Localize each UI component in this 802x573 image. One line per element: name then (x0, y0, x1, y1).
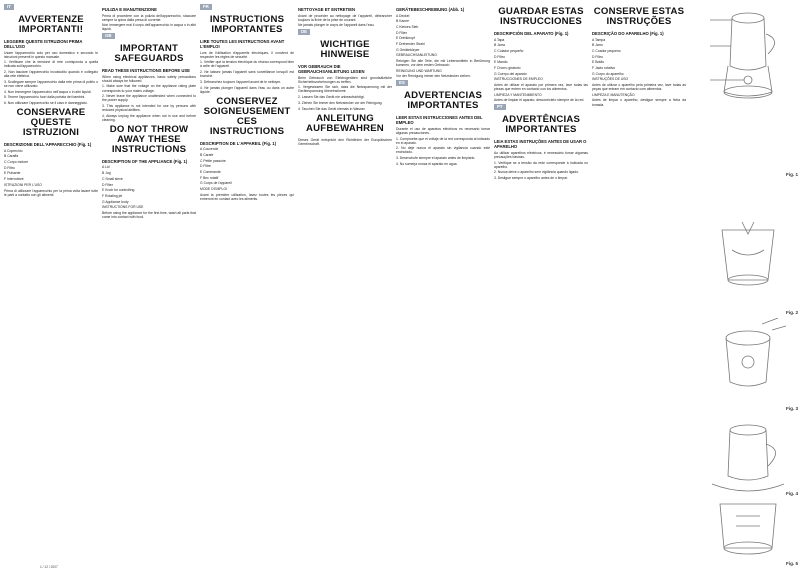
figures-column (690, 0, 802, 573)
body-paragraph: 2. Ne laissez jamais l'appareil sans surveillance lorsqu'il est branché. (200, 70, 294, 79)
language-tab: FR (200, 4, 212, 10)
body-paragraph: C Corpo motore (4, 160, 29, 165)
language-tab: IT (4, 4, 14, 10)
body-paragraph: E Pulsante (4, 171, 21, 176)
language-tab: PT (494, 104, 506, 110)
figure-1-appliance (702, 6, 794, 102)
body-paragraph: F Chorro giratorio (494, 65, 521, 70)
body-paragraph: INSTRUCTIONS FOR USE (102, 205, 144, 210)
body-paragraph: Ao utilizar aparelhos eléctricos, é necessário tomar algumas precauções básicas. (494, 150, 588, 159)
body-paragraph: G Appliance body (102, 199, 129, 204)
section-subheading: DESCRIÇÃO DO APARELHO (Fig. 1) (592, 31, 664, 36)
body-paragraph: F Drehender Strahl (396, 41, 425, 46)
body-paragraph: 5. Tenere l'apparecchio fuori dalla portata dei bambini. (4, 95, 86, 100)
text-column-2 (102, 4, 196, 564)
section-subheading: VOR GEBRAUCH DIE GEBRAUCHSANLEITUNG LESEN (298, 64, 365, 75)
body-paragraph: E Botão (592, 60, 605, 65)
body-paragraph: INSTRUCCIONES DE EMPLEO (494, 77, 543, 82)
body-paragraph: F Jacto rotativo (592, 65, 616, 70)
language-tab: DE (298, 29, 310, 35)
body-paragraph: Vor der Reinigung immer den Netzstecker ziehen. (396, 74, 471, 79)
body-paragraph: G Corpo do aparelho (592, 71, 624, 76)
body-paragraph: A Couvercle (200, 147, 219, 152)
section-title: DO NOT THROW AWAY THESE INSTRUCTIONS (109, 123, 189, 155)
section-title: IMPORTANT SAFEGUARDS (114, 43, 184, 65)
language-tab: GB (102, 33, 115, 39)
body-paragraph: Non immergere mai il corpo dell'apparecchio in acqua o in altri liquidi. (102, 23, 196, 32)
body-paragraph: A Tapa (494, 37, 505, 42)
section-title: WICHTIGE HINWEISE (320, 39, 370, 61)
text-column-6 (494, 4, 588, 564)
text-column-4 (298, 4, 392, 564)
body-paragraph: Avant la première utilisation, lavez toutes les pièces qui entreront en contact avec les aliments. (200, 192, 294, 201)
body-paragraph: 2. Never leave the appliance unattended when connected to the power supply. (102, 94, 196, 103)
body-paragraph: B Jarro (592, 43, 603, 48)
body-paragraph: GEBRAUCHSANLEITUNG (396, 53, 437, 58)
figure-5-drawing (702, 496, 794, 566)
body-paragraph: C Colador pequeño (494, 48, 524, 53)
body-paragraph: 2. No deje nunca el aparato sin vigilancia cuando esté enchufado. (396, 146, 490, 155)
section-title: ADVERTÊNCIAS IMPORTANTES (501, 114, 581, 136)
figure-4-label: Fig. 4 (786, 491, 798, 496)
body-paragraph: E Mando (494, 60, 508, 65)
body-paragraph: 4. No sumerja nunca el aparato en agua. (396, 161, 458, 166)
body-paragraph: F Bec rotatif (200, 175, 219, 180)
text-column-1 (4, 4, 98, 564)
body-paragraph: 3. Débranchez toujours l'appareil avant de le nettoyer. (200, 79, 281, 84)
body-paragraph: 2. Lassen Sie das Gerät nie unbeaufsichtigt. (298, 95, 365, 100)
body-paragraph: A Tampa (592, 37, 606, 42)
body-paragraph: 4. Always unplug the appliance when not in use and before cleaning. (102, 113, 196, 122)
body-paragraph: LIMPEZA E MANUTENÇÃO (592, 92, 635, 97)
body-paragraph: Usare l'apparecchio solo per uso domestico e secondo le istruzioni presenti in questo manuale. (4, 50, 98, 59)
body-paragraph: Reinigen Sie alle Teile, die mit Lebensmitteln in Berührung kommen, vor dem ersten Gebrauch. (396, 59, 490, 68)
body-paragraph: Prima di utilizzare l'apparecchio per la prima volta lavare tutte le parti a contatto con gli alimenti. (4, 188, 98, 197)
body-paragraph: MODE D'EMPLOI (200, 187, 228, 192)
body-paragraph: Antes de limpiar el aparato, desconéctelo siempre de la red. (494, 98, 585, 103)
body-paragraph: 2. Nunca deixe o aparelho sem vigilância quando ligado. (494, 170, 580, 175)
body-paragraph: B Caraffa (4, 154, 19, 159)
body-paragraph: 4. Tauchen Sie das Gerät niemals in Wasser. (298, 106, 366, 111)
body-paragraph: B Carafe (200, 153, 214, 157)
body-paragraph: 4. Ne jamais plonger l'appareil dans l'eau ou dans un autre liquide. (200, 85, 294, 94)
body-paragraph: Avant de procéder au nettoyage de l'appareil, débrancher toujours la fiche de la prise de courant. (298, 13, 392, 22)
body-paragraph: 1. Verificare che la tensione di rete corrisponda a quella indicata sull'apparecchio. (4, 60, 98, 69)
body-paragraph: E Knob for controlling (102, 188, 135, 193)
body-paragraph: Antes de utilizar el aparato por primera vez, lave todas las piezas que entren en contacto con los alimentos. (494, 83, 588, 92)
body-paragraph: 1. Compruebe que el voltaje de la red corresponda al indicado en el aparato. (396, 136, 490, 145)
text-column-5 (396, 4, 490, 564)
body-paragraph: 1. Make sure that the voltage on the appliance rating plate corresponds to your mains voltage. (102, 84, 196, 93)
body-paragraph: Before using the appliance for the first time, wash all parts that come into contact with food. (102, 210, 196, 220)
body-paragraph: Lors de l'utilisation d'appareils électriques, il convient de respecter les règles de sécurité. (200, 50, 294, 59)
body-paragraph: 1. Verifique se a tensão da rede corresponde à indicada no aparelho. (494, 160, 588, 169)
section-subheading: READ THESE INSTRUCTIONS BEFORE USE (102, 68, 190, 74)
section-title: INSTRUCTIONS IMPORTANTES (209, 14, 285, 36)
body-paragraph: Dieses Gerät entspricht den Richtlinien der Europäischen Gemeinschaft. (298, 137, 392, 146)
figure-3-drawing (702, 318, 794, 402)
section-subheading: DESCRIPTION OF THE APPLIANCE (Fig. 1) (102, 158, 188, 164)
body-paragraph: When using electrical appliances, basic safety precautions should always be followed. (102, 74, 196, 83)
body-paragraph: Antes de limpar o aparelho, desligue sempre a ficha da tomada. (592, 98, 686, 107)
body-paragraph: A Lid (102, 165, 110, 170)
section-subheading: DESCRIZIONE DELL'APPARECCHIO (Fig. 1) (4, 142, 92, 148)
body-paragraph: Durante el uso de aparatos eléctricos es necesario tomar algunas precauciones. (396, 126, 490, 135)
section-subheading: LEER ESTAS INSTRUCCIONES ANTES DEL EMPLEO (396, 115, 483, 126)
body-paragraph: B Jarra (494, 43, 505, 48)
body-paragraph: F Rotating jet (102, 193, 123, 198)
body-paragraph: G Gerätekörper (396, 47, 420, 52)
body-paragraph: 1. Vergewissern Sie sich, dass die Netzspannung mit der Gerätespannung übereinstimmt. (298, 85, 392, 94)
section-title: GUARDAR ESTAS INSTRUCCIONES (498, 6, 584, 27)
body-paragraph: 6. Non utilizzare l'apparecchio se il cavo è danneggiato. (4, 101, 88, 106)
body-paragraph: 3. Ziehen Sie immer den Netzstecker vor der Reinigung. (298, 100, 383, 105)
body-paragraph: G Corps de l'appareil (200, 181, 232, 186)
body-paragraph: 1. Vérifier que la tension électrique du réseau correspond bien à celle de l'appareil. (200, 60, 294, 69)
body-paragraph: 4. Non immergere l'apparecchio nell'acqua o in altri liquidi. (4, 89, 92, 94)
body-paragraph: D Filtro (592, 54, 603, 59)
section-subheading: LIRE TOUTES LES INSTRUCTIONS AVANT L'EMPLOI (200, 39, 285, 50)
body-paragraph: 3. Scollegare sempre l'apparecchio dalla rete prima di pulirlo o se non viene utilizzato. (4, 79, 98, 89)
body-paragraph: Ne jamais plonger le corps de l'appareil dans l'eau. (298, 23, 375, 28)
body-paragraph: INSTRUÇÕES DE USO (592, 77, 629, 82)
page-footer: 1 / 12 / 2007 (40, 565, 58, 569)
body-paragraph: D Filter (102, 182, 113, 187)
body-paragraph: A Coperchio (4, 148, 23, 153)
section-subheading: DESCRIPCIÓN DEL APARATO (Fig. 1) (494, 31, 569, 36)
section-title: CONSERVE ESTAS INSTRUÇÕES (593, 6, 685, 27)
body-paragraph: A Deckel (396, 13, 410, 18)
section-title: CONSERVEZ SOIGNEUSEMENT CES INSTRUCTIONS (203, 95, 291, 137)
body-paragraph: E Drehknopf (396, 36, 415, 41)
body-paragraph: D Filtre (200, 164, 211, 169)
body-paragraph: E Commande (200, 170, 221, 175)
body-paragraph: C Kleines Sieb (396, 24, 419, 29)
section-subheading: GERÄTEBESCHREIBUNG (Abb. 1) (396, 7, 465, 12)
body-paragraph: D Filtro (494, 54, 505, 59)
body-paragraph: B Kanne (396, 19, 410, 24)
figure-3-label: Fig. 3 (786, 406, 798, 411)
figure-4-drawing (702, 414, 794, 498)
language-tab: ES (396, 80, 408, 86)
text-column-7 (592, 4, 686, 564)
body-paragraph: C Petite passoire (200, 158, 226, 163)
body-paragraph: ISTRUZIONI PER L'USO (4, 182, 42, 187)
body-paragraph: G Cuerpo del aparato (494, 71, 527, 76)
body-paragraph: B Jug (102, 171, 111, 176)
body-paragraph: C Coador pequeno (592, 48, 621, 53)
body-paragraph: Beim Gebrauch von Elektrogeräten sind grundsätzliche Sicherheitsvorkehrungen zu treffen. (298, 75, 392, 84)
section-subheading: NETTOYAGE ET ENTRETIEN (298, 7, 356, 12)
body-paragraph: D Filtro (4, 165, 15, 170)
body-paragraph: LIMPIEZA Y MANTENIMIENTO (494, 92, 542, 97)
text-column-3 (200, 4, 294, 564)
section-subheading: LEIA ESTAS INSTRUÇÕES ANTES DE USAR O APARELHO (494, 139, 587, 150)
figure-2-drawing (702, 220, 794, 300)
body-paragraph: 2. Non lasciare l'apparecchio incustodito quando è collegato alla rete elettrica. (4, 70, 98, 79)
section-subheading: PULIZIA E MANUTENZIONE (102, 7, 157, 12)
figure-2-label: Fig. 2 (786, 310, 798, 315)
body-paragraph: 3. This appliance is not intended for use by persons with reduced physical abilities. (102, 104, 196, 113)
body-paragraph: D Filter (396, 30, 407, 35)
figure-5-label: Fig. 5 (786, 561, 798, 566)
body-paragraph: F Interruttore (4, 177, 24, 182)
body-paragraph: Antes de utilizar o aparelho pela primeira vez, lave todas as peças que entram em contacto com alimentos. (592, 83, 686, 92)
body-paragraph: 3. Desligue sempre o aparelho antes de o limpar. (494, 176, 568, 180)
body-paragraph: 3. Desenchufe siempre el aparato antes de limpiarlo. (396, 156, 476, 161)
body-paragraph: REINIGUNG UND WARTUNG (396, 68, 442, 73)
section-subheading: LEGGERE QUESTE ISTRUZIONI PRIMA DELL'USO (4, 39, 83, 50)
body-paragraph: Prima di procedere con la pulizia dell'apparecchio, staccare sempre la spina dalla presa di corrente. (102, 13, 196, 22)
section-title: CONSERVARE QUESTE ISTRUZIONI (16, 107, 86, 139)
figure-1-label: Fig. 1 (786, 172, 798, 177)
section-title: ANLEITUNG AUFBEWAHREN (306, 112, 384, 134)
section-subheading: DESCRIPTION DE L'APPAREIL (Fig. 1) (200, 140, 276, 146)
section-title: ADVERTENCIAS IMPORTANTES (403, 90, 483, 112)
body-paragraph: C Small sieve (102, 176, 123, 181)
section-title: AVVERTENZE IMPORTANTI! (18, 14, 84, 36)
